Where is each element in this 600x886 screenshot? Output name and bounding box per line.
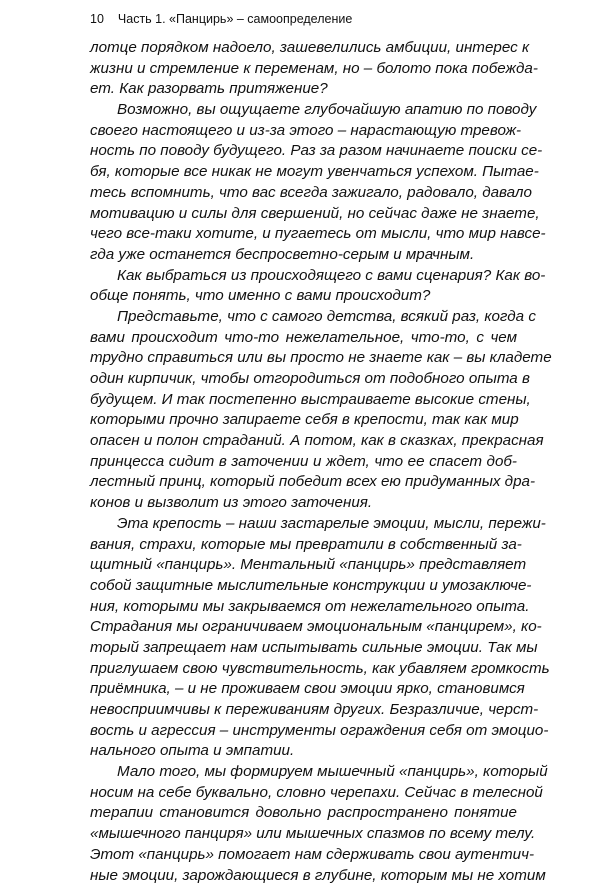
text-line: чего все-таки хотите, и пугаетесь от мысли, что мир навсе- [90, 224, 517, 245]
text-line: один кирпичик, чтобы отгородиться от подобного опыта в [90, 369, 517, 390]
text-line: обще понять, что именно с вами происходит? [90, 286, 517, 307]
paragraph-first-line: Возможно, вы ощущаете глубочайшую апатию по поводу [90, 100, 517, 121]
page-number: 10 [90, 12, 104, 26]
text-line: конов и вызволит из этого заточения. [90, 493, 517, 514]
paragraph-first-line: Как выбраться из происходящего с вами сценария? Как во- [90, 266, 517, 287]
text-line: торый запрещает нам испытывать сильные эмоции. Так мы [90, 638, 517, 659]
paragraph-first-line: Представьте, что с самого детства, всякий раз, когда с [90, 307, 517, 328]
text-line: ния, которыми мы закрываемся от нежелательного опыта. [90, 597, 517, 618]
text-line: опасен и полон страданий. А потом, как в сказках, прекрасная [90, 431, 517, 452]
text-line: собой защитные мыслительные конструкции и умозаключе- [90, 576, 517, 597]
text-line: вами происходит что-то нежелательное, что-то, с чем [90, 328, 517, 349]
body-text [90, 38, 517, 886]
paragraph-first-line: Мало того, мы формируем мышечный «панцирь», который [90, 762, 517, 783]
text-line: невосприимчивы к переживаниям других. Безразличие, черст- [90, 700, 517, 721]
text-line: терапии становится довольно распространено понятие [90, 803, 517, 824]
text-line: Этот «панцирь» помогает нам сдерживать свои аутентич- [90, 845, 517, 866]
text-line: мотивацию и силы для свершений, но сейчас даже не знаете, [90, 204, 517, 225]
text-line: ет. Как разорвать притяжение? [90, 79, 517, 100]
text-line: лестный принц, который победит всех ею придуманных дра- [90, 472, 517, 493]
text-line: будущем. И так постепенно выстраиваете высокие стены, [90, 390, 517, 411]
text-line: вания, страхи, которые мы превратили в собственный за- [90, 535, 517, 556]
paragraph-first-line: Эта крепость – наши застарелые эмоции, мысли, пережи- [90, 514, 517, 535]
text-line: трудно справиться или вы просто не знаете как – вы кладете [90, 348, 517, 369]
running-head [90, 12, 352, 26]
text-line: принцесса сидит в заточении и ждет, что ее спасет доб- [90, 452, 517, 473]
text-line: ность по поводу будущего. Раз за разом начинаете поиски се- [90, 141, 517, 162]
text-line: ные эмоции, зарождающиеся в глубине, которым мы не хотим [90, 866, 517, 886]
text-line: лотце порядком надоело, зашевелились амбиции, интерес к [90, 38, 517, 59]
text-line: «мышечного панциря» или мышечных спазмов по всему телу. [90, 824, 517, 845]
text-line: которыми прочно запираете себя в крепости, так как мир [90, 410, 517, 431]
text-line: вость и агрессия – инструменты ограждения себя от эмоцио- [90, 721, 517, 742]
text-line: бя, которые все никак не могут увенчаться успехом. Пытае- [90, 162, 517, 183]
text-line: тесь вспомнить, что вас всегда зажигало, радовало, давало [90, 183, 517, 204]
text-line: своего настоящего и из-за этого – нарастающую тревож- [90, 121, 517, 142]
text-line: приёмника, – и не проживаем свои эмоции ярко, становимся [90, 679, 517, 700]
text-line: Страдания мы ограничиваем эмоциональным «панцирем», ко- [90, 617, 517, 638]
chapter-title: Часть 1. «Панцирь» – самоопределение [118, 12, 352, 26]
text-line: жизни и стремление к переменам, но – болото пока побежда- [90, 59, 517, 80]
text-line: приглушаем свою чувствительность, как убавляем громкость [90, 659, 517, 680]
text-line: щитный «панцирь». Ментальный «панцирь» представляет [90, 555, 517, 576]
text-line: нального опыта и эмпатии. [90, 741, 517, 762]
text-line: гда уже останется беспросветно-серым и мрачным. [90, 245, 517, 266]
text-line: носим на себе буквально, словно черепахи. Сейчас в телесной [90, 783, 517, 804]
